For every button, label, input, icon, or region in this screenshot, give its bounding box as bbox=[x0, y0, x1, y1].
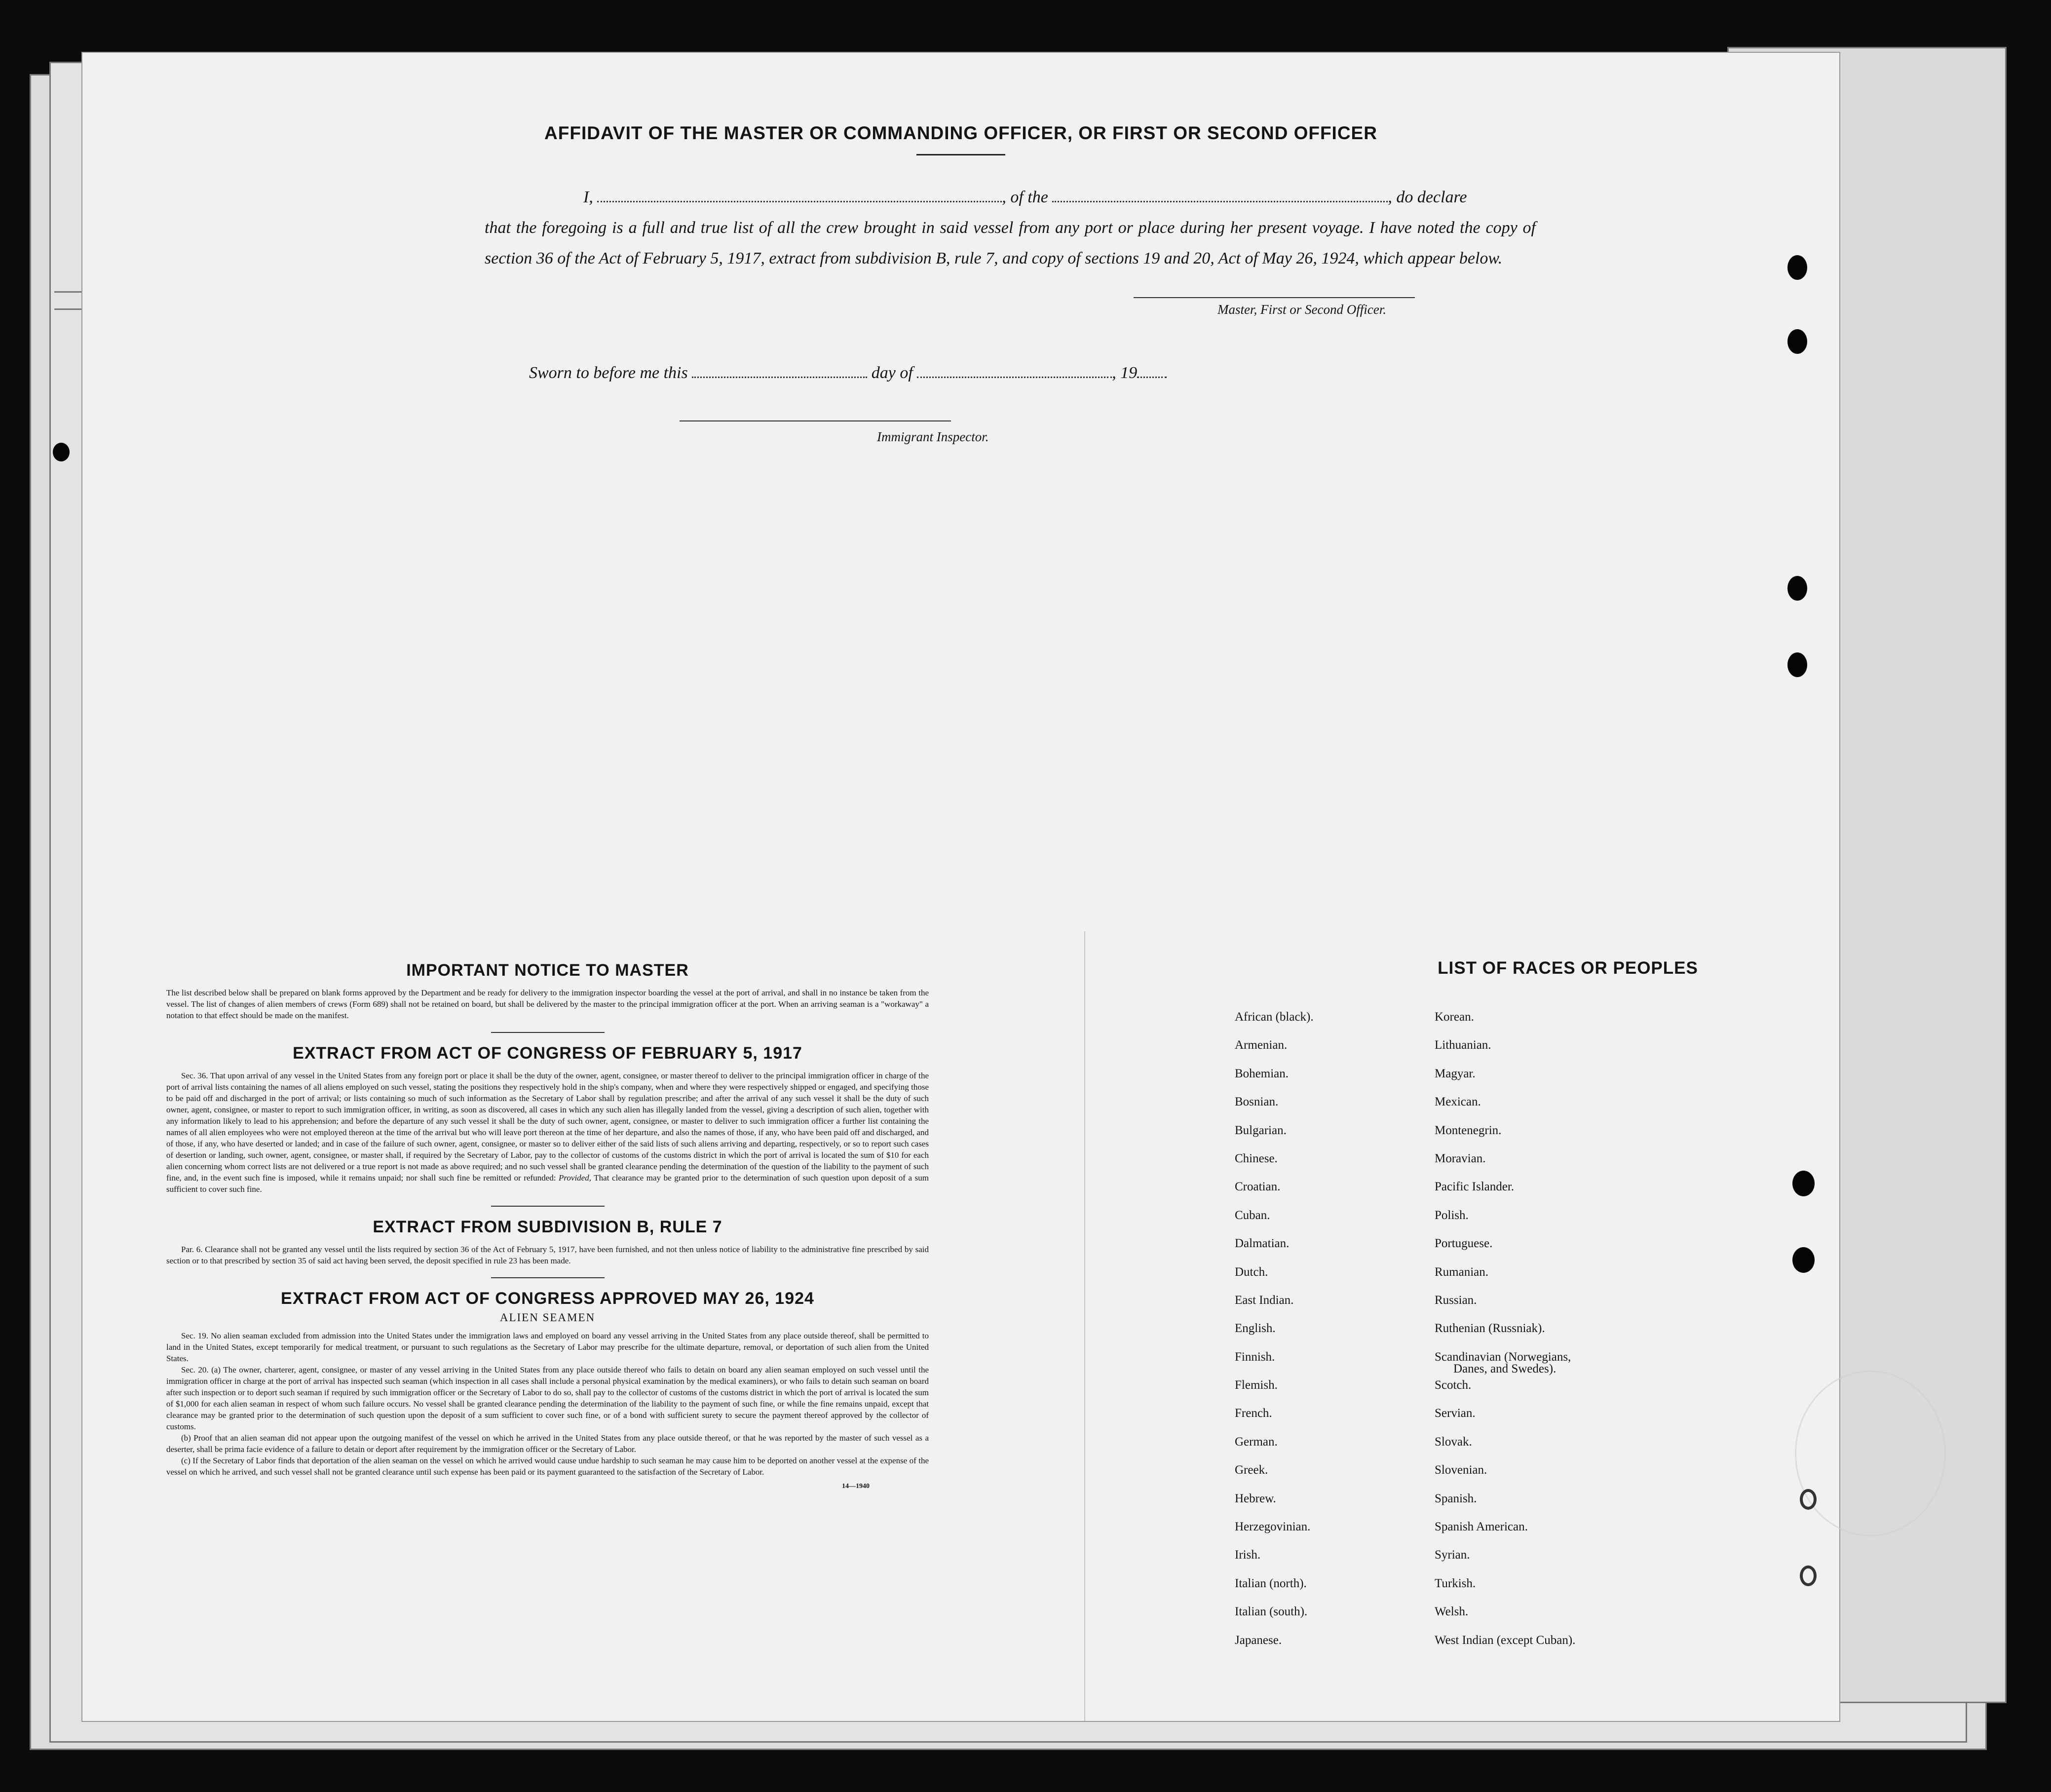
races-right-column bbox=[1435, 1010, 1575, 1662]
extract-1917-body bbox=[166, 1070, 929, 1195]
declaration-of-the: , of the bbox=[1002, 188, 1048, 206]
race-item: Mexican. bbox=[1435, 1095, 1481, 1109]
margin-rule bbox=[54, 291, 84, 293]
punch-hole bbox=[1792, 1247, 1815, 1273]
race-item: Portuguese. bbox=[1435, 1237, 1493, 1251]
extract-rule7-body: Par. 6. Clearance shall not be granted any vessel until the lists required by section 36 of the Act of February 5, 1917, have been furnished, and not then unless notice of liability to the administrative fine prescribed by said section or to that prescribed by section 35 of said act having been served, the deposit specified in rule 23 has been made. bbox=[166, 1245, 929, 1265]
race-item: English. bbox=[1235, 1322, 1276, 1335]
punch-hole bbox=[1800, 1489, 1817, 1510]
race-item-continuation: Danes, and Swedes). bbox=[1453, 1362, 1557, 1375]
race-item: Korean. bbox=[1435, 1010, 1474, 1024]
race-item: Slovenian. bbox=[1435, 1463, 1487, 1477]
notice-body: The list described below shall be prepared on blank forms approved by the Department and be ready for delivery to the immigration inspector boarding the vessel at the port of arrival, and shall in no instance be taken from the vessel. The list of changes of alien members of crews (Form 689) shall not be retained on board, but shall be delivered by the master to the principal immigration officer at the port. When an arriving seaman is a "workaway" a notation to that effect should be made on the manifest. bbox=[166, 988, 929, 1020]
race-item: Chinese. bbox=[1235, 1151, 1278, 1165]
race-item: Slovak. bbox=[1435, 1435, 1472, 1449]
inspector-signature-label: Immigrant Inspector. bbox=[877, 429, 989, 444]
race-item: Servian. bbox=[1435, 1407, 1476, 1420]
race-item: Ruthenian (Russniak). bbox=[1435, 1322, 1545, 1335]
race-item: Moravian. bbox=[1435, 1151, 1486, 1165]
officer-name-field[interactable] bbox=[597, 188, 1002, 202]
section-36-text: That upon arrival of any vessel in the United States from any foreign port or place it shall be the duty of the owner, agent, consignee, or master thereof to deliver to the principal immigration officer in charge of the port of arrival lists containing the names of all aliens employed on such vessel, stating the positions they respectively hold in the ship's company, when and where they were respectively shipped or engaged, and specifying those to be paid off and discharged in the port of arrival; or lists containing so much of such information as the Secretary of Labor shall by regulation prescribe; and after the arrival of any such vessel it shall be the duty of such owner, agent, consignee, or master to report to such immigration officer, in writing, as soon as discovered, all cases in which any such alien has illegally landed from the vessel, giving a description of such alien, together with any information likely to lead to his apprehension; and before the departure of any such vessel it shall be the duty of such owner, agent, consignee, or master to deliver to such immigration officer a further list containing the names of all alien employees who were not employed thereon at the time of the arrival but who will leave port thereon at the time of her departure, and also the names of those, if any, who have been paid off and discharged, and of those, if any, who have deserted or landed; and in case of the failure of such owner, agent, consignee, or master so to deliver either of the said lists of such aliens arriving and departing, respectively, or so to report such cases of desertion or landing, such owner, agent, consignee, or master shall, if required by the Secretary of Labor, pay to the collector of customs of the customs district in which the port of arrival is located the sum of $10 for each alien concerning whom correct lists are not delivered or a true report is not made as above required; and no such vessel shall be granted clearance pending the determination of the question of the liability to the payment of such fine, and, in the event such fine is imposed, while it remains unpaid; nor shall such fine be remitted or refunded: bbox=[166, 1071, 929, 1182]
extract-1924-title: EXTRACT FROM ACT OF CONGRESS APPROVED MAY 26, 1924 bbox=[281, 1289, 814, 1308]
sworn-day-field[interactable] bbox=[692, 364, 867, 378]
declaration-do-declare: , do declare bbox=[1388, 188, 1467, 206]
race-item: Dalmatian. bbox=[1235, 1237, 1290, 1251]
section-divider bbox=[491, 1206, 605, 1207]
race-item: Turkish. bbox=[1435, 1576, 1476, 1590]
section-divider bbox=[491, 1032, 605, 1033]
race-item: Pacific Islander. bbox=[1435, 1180, 1515, 1194]
races-left-column bbox=[1235, 1010, 1314, 1662]
extract-1917-title: EXTRACT FROM ACT OF CONGRESS OF FEBRUARY 5, 1917 bbox=[293, 1044, 802, 1063]
faded-stamp bbox=[1795, 1371, 1946, 1536]
race-item: Montenegrin. bbox=[1435, 1123, 1502, 1137]
race-item: Herzegovinian. bbox=[1235, 1520, 1311, 1534]
race-item: Scotch. bbox=[1435, 1378, 1472, 1392]
notice-title: IMPORTANT NOTICE TO MASTER bbox=[406, 961, 689, 980]
race-item: Japanese. bbox=[1235, 1633, 1282, 1647]
race-item: Bosnian. bbox=[1235, 1095, 1279, 1109]
race-item: Spanish American. bbox=[1435, 1520, 1528, 1534]
section-divider bbox=[491, 1277, 605, 1278]
form-number: 14—1940 bbox=[842, 1483, 870, 1490]
alien-seamen-subtitle: ALIEN SEAMEN bbox=[499, 1311, 596, 1324]
race-item: Hebrew. bbox=[1235, 1491, 1276, 1505]
punch-hole bbox=[1800, 1565, 1817, 1586]
section-20c-text: (c) If the Secretary of Labor finds that deportation of the alien seaman on the vessel on which he arrived would cause undue hardship to such seaman he may cause him to be deported on another vessel at the expense of the vessel on which he arrived, and such vessel shall not be granted clearance until such expense has been paid or its payment guaranteed to the satisfaction of the Secretary of Labor. bbox=[166, 1456, 929, 1477]
race-item: Italian (north). bbox=[1235, 1576, 1307, 1590]
proviso-label: Provided, bbox=[559, 1173, 591, 1182]
race-item: East Indian. bbox=[1235, 1293, 1294, 1307]
races-title: LIST OF RACES OR PEOPLES bbox=[1438, 958, 1698, 978]
affidavit-title: AFFIDAVIT OF THE MASTER OR COMMANDING OFFICER, OR FIRST OR SECOND OFFICER bbox=[544, 123, 1377, 143]
declaration-pronoun: I, bbox=[583, 188, 593, 206]
sworn-prefix: Sworn to before me this bbox=[529, 364, 688, 382]
extract-rule7-title: EXTRACT FROM SUBDIVISION B, RULE 7 bbox=[373, 1218, 722, 1236]
punch-hole bbox=[1787, 652, 1807, 677]
race-item: Russian. bbox=[1435, 1293, 1477, 1307]
inspector-signature-line[interactable] bbox=[680, 420, 951, 421]
race-item: Flemish. bbox=[1235, 1378, 1278, 1392]
race-item: Polish. bbox=[1435, 1208, 1469, 1222]
section-36-label: Sec. 36. bbox=[181, 1071, 208, 1080]
section-20b-text: (b) Proof that an alien seaman did not appear upon the outgoing manifest of the vessel on which he arrived in the United States from any place outside thereof, or that he was reported by the master of such vessel as a deserter, shall be prima facie evidence of a failure to detain or deport after requirement by the immigration officer or the Secretary of Labor. bbox=[166, 1433, 929, 1454]
section-19-text: Sec. 19. No alien seaman excluded from admission into the United States under the immigration laws and employed on board any vessel arriving in the United States from any place outside thereof, shall be permitted to land in the United States, except temporarily for medical treatment, or pursuant to such regulations as the Secretary of Labor may prescribe for the ultimate departure, removal, or deportation of such alien from the United States. bbox=[166, 1331, 929, 1363]
race-item: Greek. bbox=[1235, 1463, 1268, 1477]
race-item: Croatian. bbox=[1235, 1180, 1281, 1194]
race-item: Cuban. bbox=[1235, 1208, 1270, 1222]
race-item: Finnish. bbox=[1235, 1350, 1275, 1364]
race-item: Welsh. bbox=[1435, 1605, 1469, 1619]
race-item: Magyar. bbox=[1435, 1067, 1476, 1080]
race-item: Syrian. bbox=[1435, 1548, 1470, 1562]
sworn-year-field[interactable] bbox=[1137, 364, 1167, 378]
punch-hole bbox=[1787, 576, 1807, 601]
race-item: Armenian. bbox=[1235, 1038, 1288, 1052]
race-item: French. bbox=[1235, 1407, 1272, 1420]
margin-rule bbox=[54, 308, 84, 310]
punch-hole bbox=[1787, 255, 1807, 280]
race-item: German. bbox=[1235, 1435, 1278, 1449]
proviso-text: That clearance may be granted prior to the determination of such question upon deposit of a sum sufficient to cover such fine. bbox=[166, 1173, 929, 1194]
punch-hole bbox=[1787, 329, 1807, 354]
punch-hole bbox=[1792, 1171, 1815, 1196]
race-item: Bulgarian. bbox=[1235, 1123, 1287, 1137]
race-item: Irish. bbox=[1235, 1548, 1261, 1562]
race-item: Rumanian. bbox=[1435, 1265, 1489, 1279]
race-item: Dutch. bbox=[1235, 1265, 1268, 1279]
sworn-year-prefix: , 19 bbox=[1112, 364, 1138, 382]
notice-column bbox=[166, 961, 929, 1490]
sworn-day-of: day of bbox=[871, 364, 913, 382]
race-item: Scandinavian (Norwegians, bbox=[1435, 1350, 1571, 1364]
manifest-page bbox=[81, 52, 1840, 1722]
race-item: West Indian (except Cuban). bbox=[1435, 1633, 1576, 1647]
sworn-month-field[interactable] bbox=[917, 364, 1112, 378]
master-signature-line[interactable] bbox=[1134, 297, 1415, 298]
race-item: Italian (south). bbox=[1235, 1605, 1308, 1619]
punch-hole bbox=[53, 443, 70, 461]
page-fold bbox=[1084, 931, 1085, 1721]
sworn-line bbox=[529, 364, 1167, 382]
vessel-name-field[interactable] bbox=[1052, 188, 1388, 202]
race-item: Lithuanian. bbox=[1435, 1038, 1491, 1052]
declaration-line bbox=[485, 182, 1536, 213]
race-item: Bohemian. bbox=[1235, 1067, 1289, 1080]
master-signature-label: Master, First or Second Officer. bbox=[1217, 302, 1386, 317]
race-item: Spanish. bbox=[1435, 1491, 1477, 1505]
affidavit-body bbox=[485, 182, 1536, 274]
race-item-scandinavian bbox=[1435, 1350, 1575, 1378]
race-item: African (black). bbox=[1235, 1010, 1314, 1024]
section-20a-text: Sec. 20. (a) The owner, charterer, agent, consignee, or master of any vessel arriving in the United States from any place outside thereof who fails to detain on board any alien seaman employed on such vessel until the immigration officer in charge at the port of arrival has inspected such seaman (which inspection in all cases shall include a personal physical examination by the medical examiners), or who fails to detain such seaman on board after such inspection or to deport such seaman if required by such immigration officer or the Secretary of Labor to do so, shall pay to the collector of customs of the customs district in which the port of arrival is located the sum of $1,000 for each alien seaman in respect of whom such failure occurs. No vessel shall be granted clearance pending the determination of the liability to the payment of such fine, or while the fine remains unpaid, except that clearance may be granted prior to the determination of such question upon the deposit of a sum sufficient to cover such fine, or of a bond with sufficient surety to secure the payment thereof approved by the collector of customs. bbox=[166, 1365, 929, 1431]
declaration-text: that the foregoing is a full and true list of all the crew brought in said vessel from any port or place during her present voyage. I have noted the copy of section 36 of the Act of February 5, 1917, extract from subdivision B, rule 7, and copy of sections 19 and 20, Act of May 26, 1924, which appear below. bbox=[485, 219, 1536, 267]
title-rule bbox=[916, 154, 1005, 155]
